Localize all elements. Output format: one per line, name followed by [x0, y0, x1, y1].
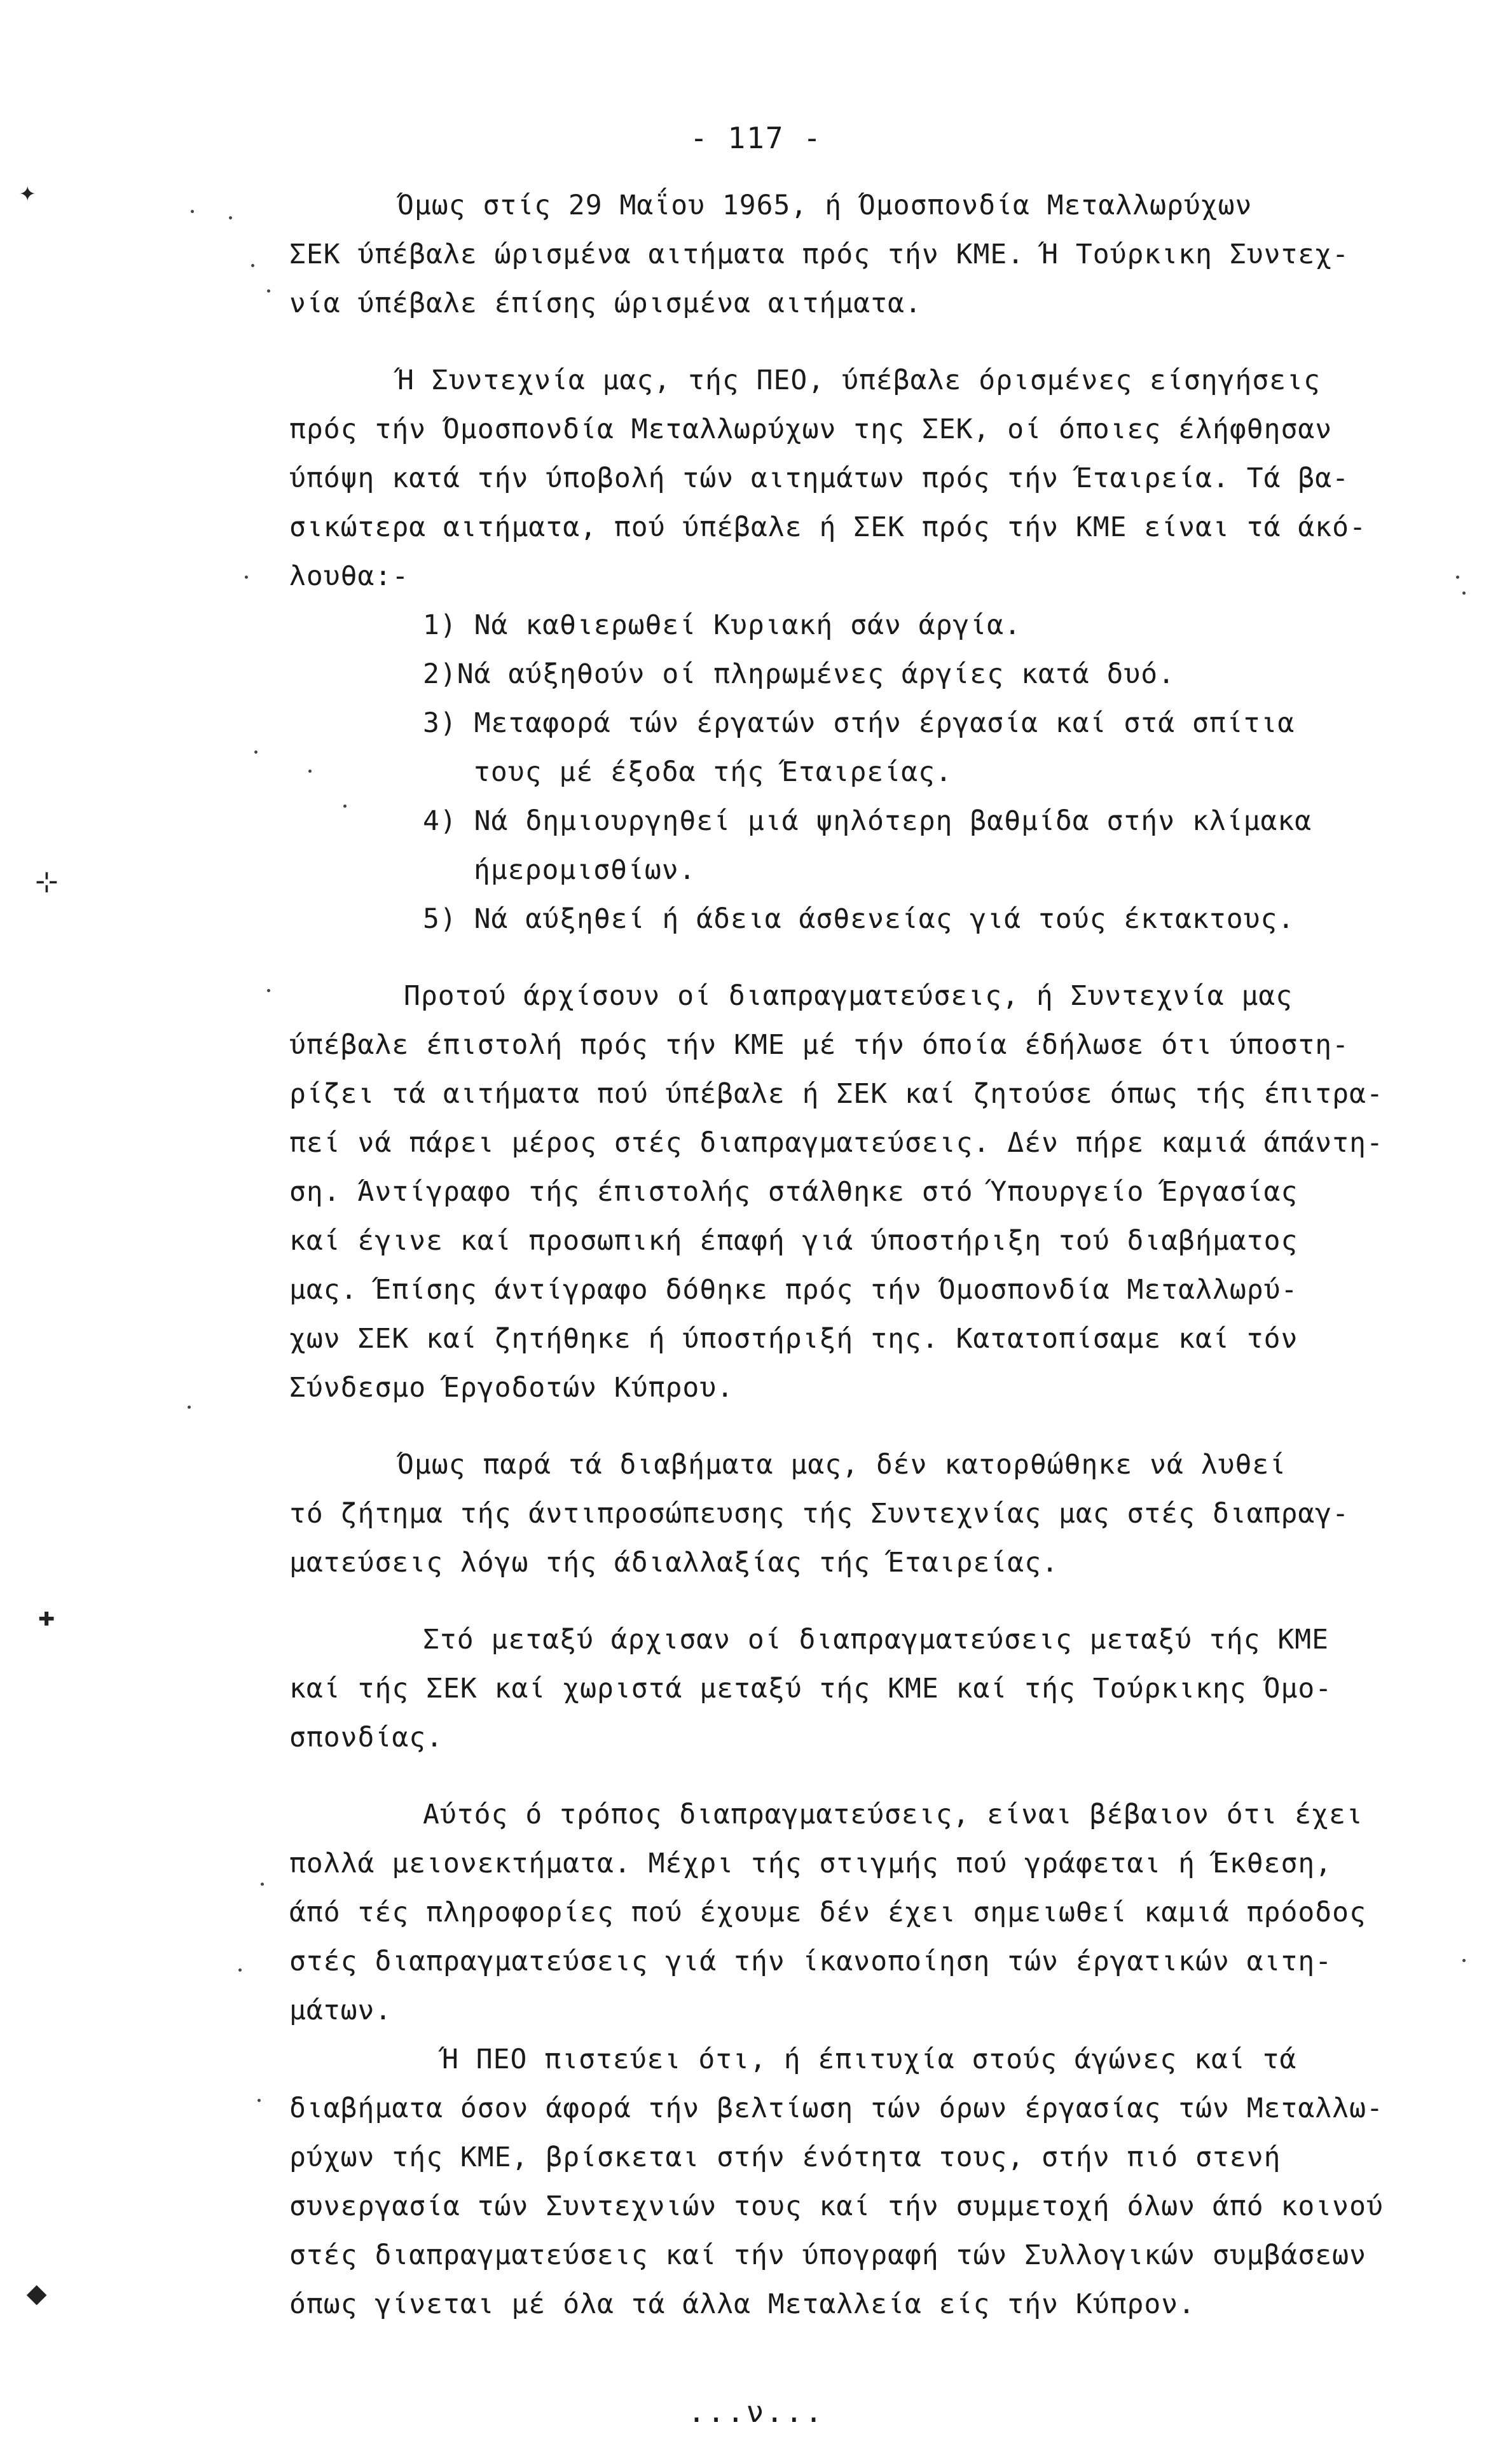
- text-line: ματεύσεις λόγω τής άδιαλλαξίας τής Έταιρείας.: [289, 1547, 1059, 1579]
- text-line: ύπέβαλε έπιστολή πρός τήν ΚΜΕ μέ τήν όποία έδήλωσε ότι ύποστη-: [289, 1029, 1350, 1061]
- scan-speck: [1456, 576, 1459, 579]
- text-line: σπονδίας.: [289, 1722, 443, 1753]
- text-line: ΣΕΚ ύπέβαλε ώρισμένα αιτήματα πρός τήν ΚΜΕ. Ή Τούρκικη Συντεχ-: [289, 239, 1350, 270]
- text-line: πεί νά πάρει μέρος στές διαπραγματεύσεις. Δέν πήρε καμιά άπάντη-: [289, 1127, 1384, 1159]
- margin-mark-icon: ✚: [38, 1600, 55, 1633]
- text-line: ρίζει τά αιτήματα πού ύπέβαλε ή ΣΕΚ καί ζητούσε όπως τής έπιτρα-: [289, 1078, 1384, 1110]
- text-line: Ή Συντεχνία μας, τής ΠΕΟ, ύπέβαλε όρισμένες είσηγήσεις: [397, 364, 1321, 396]
- text-line: Στό μεταξύ άρχισαν οί διαπραγματεύσεις μεταξύ τής ΚΜΕ: [423, 1624, 1330, 1656]
- scan-speck: [245, 576, 248, 579]
- margin-mark-icon: ⯁: [25, 2281, 48, 2313]
- margin-mark-icon: ⊹: [35, 866, 58, 898]
- text-line: πρός τήν Όμοσπονδία Μεταλλωρύχων της ΣΕΚ, οί όποιες έλήφθησαν: [289, 413, 1333, 445]
- text-line: Ή ΠΕΟ πιστεύει ότι, ή έπιτυχία στούς άγώνες καί τά: [442, 2043, 1297, 2075]
- scan-speck: [258, 2099, 261, 2102]
- list-item: 1) Νά καθιερωθεί Κυριακή σάν άργία.: [423, 609, 1022, 641]
- list-item: ήμερομισθίων.: [474, 854, 696, 886]
- text-line: διαβήματα όσον άφορά τήν βελτίωση τών όρων έργασίας τών Μεταλλω-: [289, 2092, 1384, 2124]
- list-item: 4) Νά δημιουργηθεί μιά ψηλότερη βαθμίδα στήν κλίμακα: [423, 805, 1312, 837]
- list-item: τους μέ έξοδα τής Έταιρείας.: [474, 756, 952, 788]
- scan-speck: [188, 1406, 191, 1409]
- text-line: ση. Άντίγραφο τής έπιστολής στάλθηκε στό Ύπουργείο Έργασίας: [289, 1176, 1298, 1208]
- text-line: λουθα:-: [289, 560, 409, 592]
- text-line: όπως γίνεται μέ όλα τά άλλα Μεταλλεία είς τήν Κύπρον.: [289, 2288, 1196, 2320]
- text-line: σικώτερα αιτήματα, πού ύπέβαλε ή ΣΕΚ πρός τήν ΚΜΕ είναι τά άκό-: [289, 511, 1366, 543]
- text-line: Προτού άρχίσουν οί διαπραγματεύσεις, ή Συντεχνία μας: [404, 980, 1293, 1012]
- text-line: μάτων.: [289, 1995, 392, 2026]
- list-item: 3) Μεταφορά τών έργατών στήν έργασία καί στά σπίτια: [423, 707, 1295, 739]
- scan-speck: [343, 805, 347, 808]
- scan-speck: [261, 1883, 264, 1886]
- text-line: χων ΣΕΚ καί ζητήθηκε ή ύποστήριξή της. Κατατοπίσαμε καί τόν: [289, 1323, 1298, 1355]
- text-line: στές διαπραγματεύσεις γιά τήν ίκανοποίηση τών έργατικών αιτη-: [289, 1946, 1333, 1977]
- scan-speck: [1462, 1959, 1466, 1962]
- text-line: Σύνδεσμο Έργοδοτών Κύπρου.: [289, 1372, 734, 1404]
- scan-speck: [251, 264, 254, 267]
- scan-speck: [229, 216, 232, 219]
- text-line: καί έγινε καί προσωπική έπαφή γιά ύποστήριξη τού διαβήματος: [289, 1225, 1298, 1257]
- text-line: ύπόψη κατά τήν ύποβολή τών αιτημάτων πρός τήν Έταιρεία. Τά βα-: [289, 462, 1350, 494]
- scan-speck: [267, 989, 270, 992]
- continuation-mark: ...ν...: [687, 2395, 825, 2429]
- text-line: νία ύπέβαλε έπίσης ώρισμένα αιτήματα.: [289, 287, 922, 319]
- margin-mark-icon: ✦: [19, 176, 36, 208]
- text-line: Όμως στίς 29 Μαΐου 1965, ή Όμοσπονδία Μεταλλωρύχων: [397, 190, 1253, 221]
- scan-speck: [1462, 591, 1466, 595]
- scan-speck: [254, 750, 258, 754]
- page-number: - 117 -: [690, 121, 822, 155]
- text-line: μας. Έπίσης άντίγραφο δόθηκε πρός τήν Όμοσπονδία Μεταλλωρύ-: [289, 1274, 1298, 1306]
- text-line: Όμως παρά τά διαβήματα μας, δέν κατορθώθηκε νά λυθεί: [397, 1449, 1287, 1481]
- scan-speck: [267, 289, 270, 293]
- text-line: ρύχων τής ΚΜΕ, βρίσκεται στήν ένότητα τους, στήν πιό στενή: [289, 2141, 1281, 2173]
- text-line: Αύτός ό τρόπος διαπραγματεύσεις, είναι βέβαιον ότι έχει: [423, 1799, 1363, 1830]
- text-line: άπό τές πληροφορίες πού έχουμε δέν έχει σημειωθεί καμιά πρόοδος: [289, 1897, 1366, 1928]
- scan-speck: [238, 1968, 242, 1972]
- text-line: πολλά μειονεκτήματα. Μέχρι τής στιγμής πού γράφεται ή Έκθεση,: [289, 1848, 1333, 1879]
- text-line: τό ζήτημα τής άντιπροσώπευσης τής Συντεχνίας μας στές διαπραγ-: [289, 1498, 1350, 1530]
- text-line: συνεργασία τών Συντεχνιών τους καί τήν συμμετοχή όλων άπό κοινού: [289, 2190, 1384, 2222]
- list-item: 2)Νά αύξηθούν οί πληρωμένες άργίες κατά δυό.: [423, 658, 1176, 690]
- scan-speck: [308, 770, 312, 773]
- list-item: 5) Νά αύξηθεί ή άδεια άσθενείας γιά τούς έκτακτους.: [423, 903, 1295, 935]
- scan-speck: [191, 210, 194, 213]
- text-line: στές διαπραγματεύσεις καί τήν ύπογραφή τών Συλλογικών συμβάσεων: [289, 2239, 1366, 2271]
- text-line: καί τής ΣΕΚ καί χωριστά μεταξύ τής ΚΜΕ καί τής Τούρκικης Όμο-: [289, 1673, 1333, 1705]
